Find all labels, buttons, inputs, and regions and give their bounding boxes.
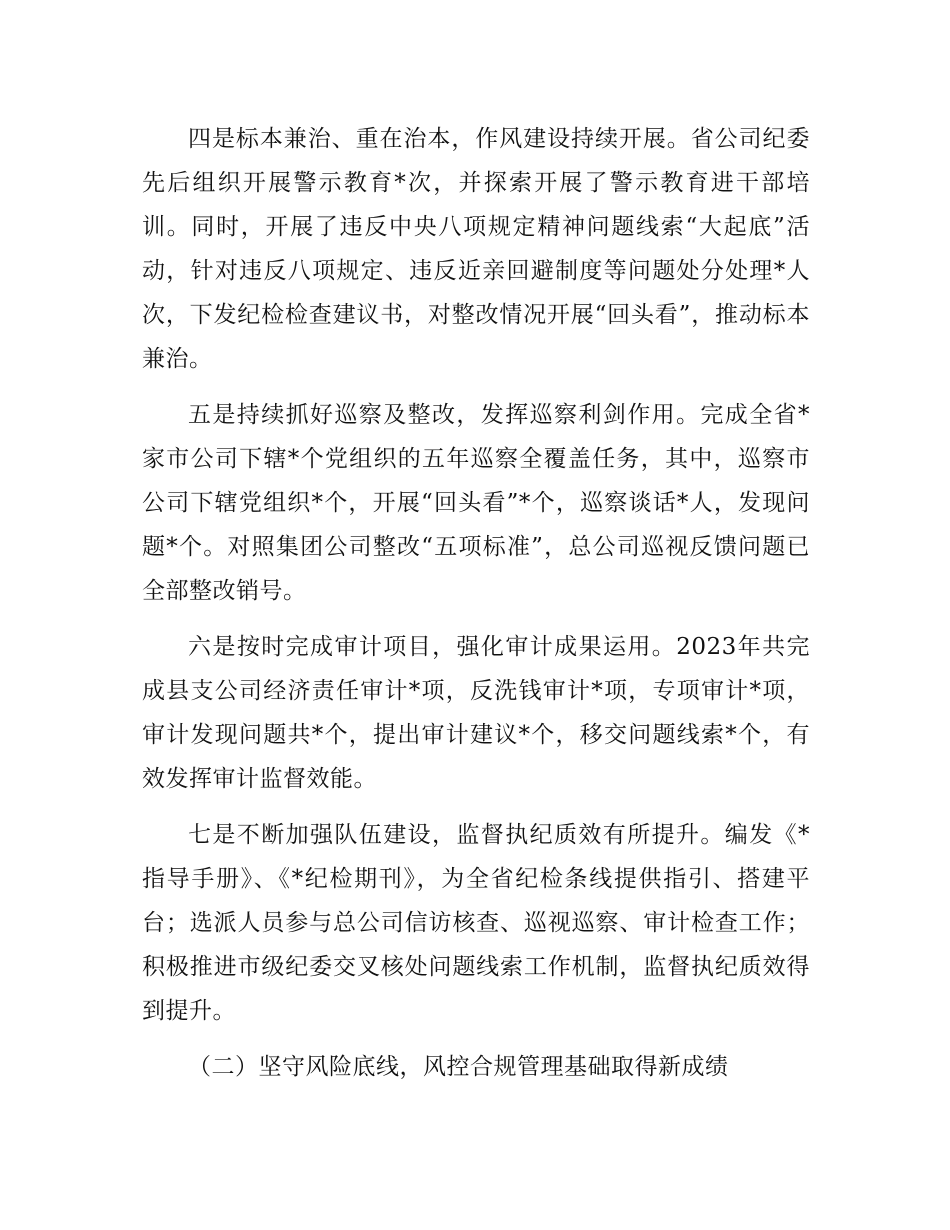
section-heading-risk-control: （二）坚守风险底线，风控合规管理基础取得新成绩 xyxy=(188,1054,729,1080)
paragraph-6-audit: 六是按时完成审计项目，强化审计成果运用。2023年共完成县支公司经济责任审计*项，反洗钱审计*项，专项审计*项，审计发现问题共*个，提出审计建议*个，移交问题线索*个，有效发挥审计监督效能。 xyxy=(142,634,810,792)
paragraph-4-discipline-style: 四是标本兼治、重在治本，作风建设持续开展。省公司纪委先后组织开展警示教育*次，并探索开展了警示教育进干部培训。同时，开展了违反中央八项规定精神问题线索“大起底”活动，针对违反八项规定、违反近亲回避制度等问题处分处理*人次，下发纪检检查建议书，对整改情况开展“回头看”，推动标本兼治。 xyxy=(142,126,810,372)
paragraph-7-team-building: 七是不断加强队伍建设，监督执纪质效有所提升。编发《*指导手册》、《*纪检期刊》，为全省纪检条线提供指引、搭建平台；选派人员参与总公司信访核查、巡视巡察、审计检查工作；积极推进市级纪委交叉核处问题线索工作机制，监督执纪质效得到提升。 xyxy=(142,822,810,1024)
document-page xyxy=(142,117,810,1089)
paragraph-5-inspection: 五是持续抓好巡察及整改，发挥巡察利剑作用。完成全省*家市公司下辖*个党组织的五年巡察全覆盖任务，其中，巡察市公司下辖党组织*个，开展“回头看”*个，巡察谈话*人，发现问题*个。对照集团公司整改“五项标准”，总公司巡视反馈问题已全部整改销号。 xyxy=(142,402,810,604)
